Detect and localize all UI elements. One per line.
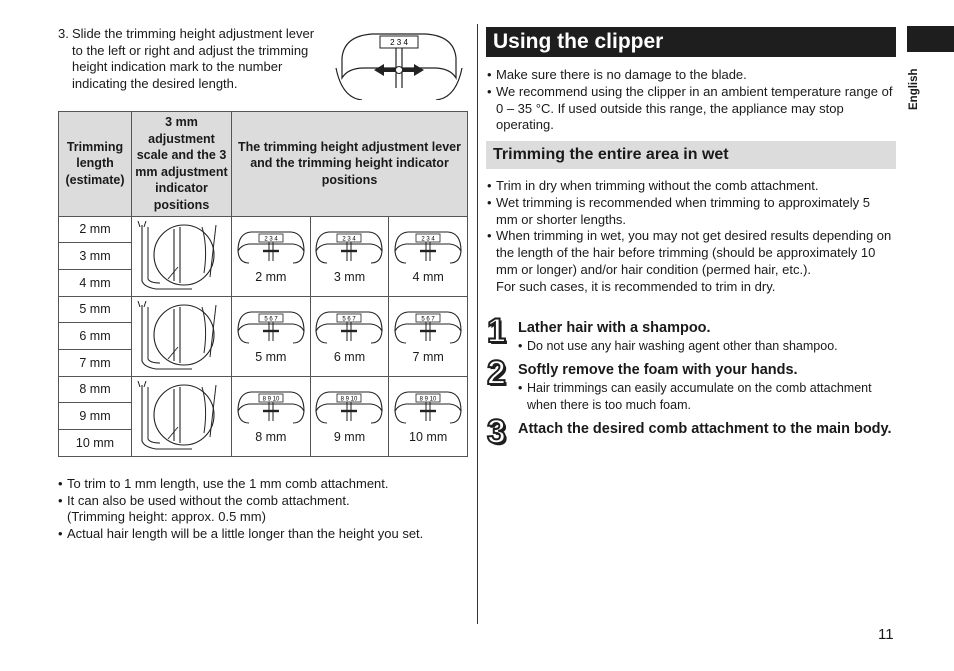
trimming-length-cell: 9 mm	[59, 403, 132, 430]
step-1	[487, 312, 895, 355]
step-number-badge: 3	[487, 413, 506, 451]
lever-position-cell	[310, 296, 389, 376]
subsection-title: Trimming the entire area in wet	[486, 141, 896, 169]
trimming-length-cell: 8 mm	[59, 376, 132, 403]
intro-item: • We recommend using the clipper in an ambient temperature range of 0 – 35 °C. If used outside this range, the appliance may stop operating.	[487, 84, 895, 134]
table-row	[59, 296, 468, 323]
table-row	[59, 216, 468, 243]
indicator-marks: 2 3 4	[342, 236, 357, 243]
note-item: • It can also be used without the comb attachment.	[58, 493, 468, 510]
note-item: • Actual hair length will be a little longer than the height you set.	[58, 526, 468, 543]
trimming-length-table	[58, 111, 468, 457]
illustration-marks: 2 3 4	[390, 38, 408, 47]
lever-position-label: 6 mm	[333, 349, 366, 364]
intro-bullets	[487, 67, 895, 134]
wet-followup: For such cases, it is recommended to trim in dry.	[496, 278, 776, 294]
column-divider	[477, 24, 478, 624]
step-number-badge: 2	[487, 354, 506, 392]
note-subtext: (Trimming height: approx. 0.5 mm)	[67, 509, 266, 525]
trimming-length-cell: 5 mm	[59, 296, 132, 323]
comb-scale-illustration	[132, 297, 230, 373]
lever-indicator-illustration	[313, 387, 385, 425]
lever-position-cell	[232, 216, 311, 296]
trimming-length-cell: 4 mm	[59, 269, 132, 296]
trimming-length-cell: 3 mm	[59, 243, 132, 270]
language-tab	[907, 26, 954, 52]
step-heading: Softly remove the foam with your hands.	[518, 362, 798, 378]
lever-position-cell	[310, 376, 389, 456]
adjustment-lever-illustration	[332, 28, 466, 100]
lever-position-cell	[310, 216, 389, 296]
comb-scale-illustration	[132, 217, 230, 293]
trimming-length-cell: 6 mm	[59, 323, 132, 350]
trimming-length-cell: 2 mm	[59, 216, 132, 243]
step-3-instruction	[58, 26, 318, 92]
indicator-marks: 2 3 4	[264, 236, 278, 243]
step-3	[487, 413, 895, 451]
lever-position-label: 4 mm	[412, 269, 444, 284]
indicator-marks: 8 9 10	[341, 396, 358, 403]
step-note: • Do not use any hair washing agent other than shampoo.	[518, 338, 895, 355]
adjustment-scale-cell	[132, 376, 232, 456]
intro-item: • Make sure there is no damage to the blade.	[487, 67, 895, 84]
lever-position-label: 5 mm	[255, 349, 287, 364]
trimming-length-cell: 10 mm	[59, 429, 132, 456]
header-adjustment-scale: 3 mm adjustment scale and the 3 mm adjustment indicator positions	[132, 112, 232, 217]
indicator-marks: 2 3 4	[421, 236, 435, 243]
step-heading: Lather hair with a shampoo.	[518, 320, 711, 336]
lever-position-cell	[389, 376, 468, 456]
step-2	[487, 354, 895, 414]
step-number: 3.	[58, 26, 69, 41]
page-number: 11	[878, 626, 894, 643]
lever-position-cell	[232, 296, 311, 376]
lever-indicator-illustration	[392, 227, 464, 265]
adjustment-scale-cell	[132, 296, 232, 376]
indicator-marks: 5 6 7	[421, 316, 435, 323]
indicator-marks: 5 6 7	[342, 316, 357, 323]
lever-position-label: 9 mm	[333, 429, 366, 444]
step-note: • Hair trimmings can easily accumulate on the comb attachment when there is too much foam.	[518, 380, 895, 414]
lever-indicator-illustration	[392, 307, 464, 345]
lever-indicator-illustration	[392, 387, 464, 425]
table-row	[59, 376, 468, 403]
adjustment-scale-cell	[132, 216, 232, 296]
lever-position-cell	[389, 296, 468, 376]
lever-position-label: 7 mm	[412, 349, 444, 364]
lever-position-label: 8 mm	[255, 429, 287, 444]
lever-position-label: 3 mm	[333, 269, 366, 284]
lever-indicator-illustration	[235, 387, 307, 425]
step-text: Slide the trimming height adjustment lever to the left or right and adjust the trimming height indication mark to the number indicating the desired length.	[72, 26, 315, 91]
language-label: English	[908, 68, 920, 110]
indicator-marks: 5 6 7	[264, 316, 278, 323]
wet-item: • Trim in dry when trimming without the comb attachment.	[487, 178, 895, 195]
indicator-marks: 8 9 10	[419, 396, 437, 403]
comb-scale-illustration	[132, 377, 230, 453]
step-heading: Attach the desired comb attachment to the main body.	[518, 421, 892, 437]
lever-indicator-illustration	[235, 307, 307, 345]
step-number-badge: 1	[487, 312, 506, 350]
lever-indicator-illustration	[313, 227, 385, 265]
header-lever-positions: The trimming height adjustment lever and the trimming height indicator positions	[232, 112, 468, 217]
indicator-marks: 8 9 10	[262, 396, 280, 403]
lever-position-label: 2 mm	[255, 269, 287, 284]
lever-position-label: 10 mm	[409, 429, 448, 444]
wet-item: • Wet trimming is recommended when trimming to approximately 5 mm or shorter lengths.	[487, 195, 895, 229]
section-title: Using the clipper	[486, 27, 896, 57]
wet-trimming-bullets	[487, 178, 895, 296]
lever-indicator-illustration	[235, 227, 307, 265]
header-trimming-length: Trimming length (estimate)	[59, 112, 132, 217]
lever-indicator-illustration	[313, 307, 385, 345]
note-item: • To trim to 1 mm length, use the 1 mm comb attachment.	[58, 476, 468, 493]
left-notes	[58, 476, 468, 542]
wet-item: • When trimming in wet, you may not get desired results depending on the length of the hair before trimming (should be approximately 10 mm or longer) and/or hair condition (permed hair, etc.).	[487, 228, 895, 278]
lever-position-cell	[232, 376, 311, 456]
trimming-length-cell: 7 mm	[59, 349, 132, 376]
lever-position-cell	[389, 216, 468, 296]
